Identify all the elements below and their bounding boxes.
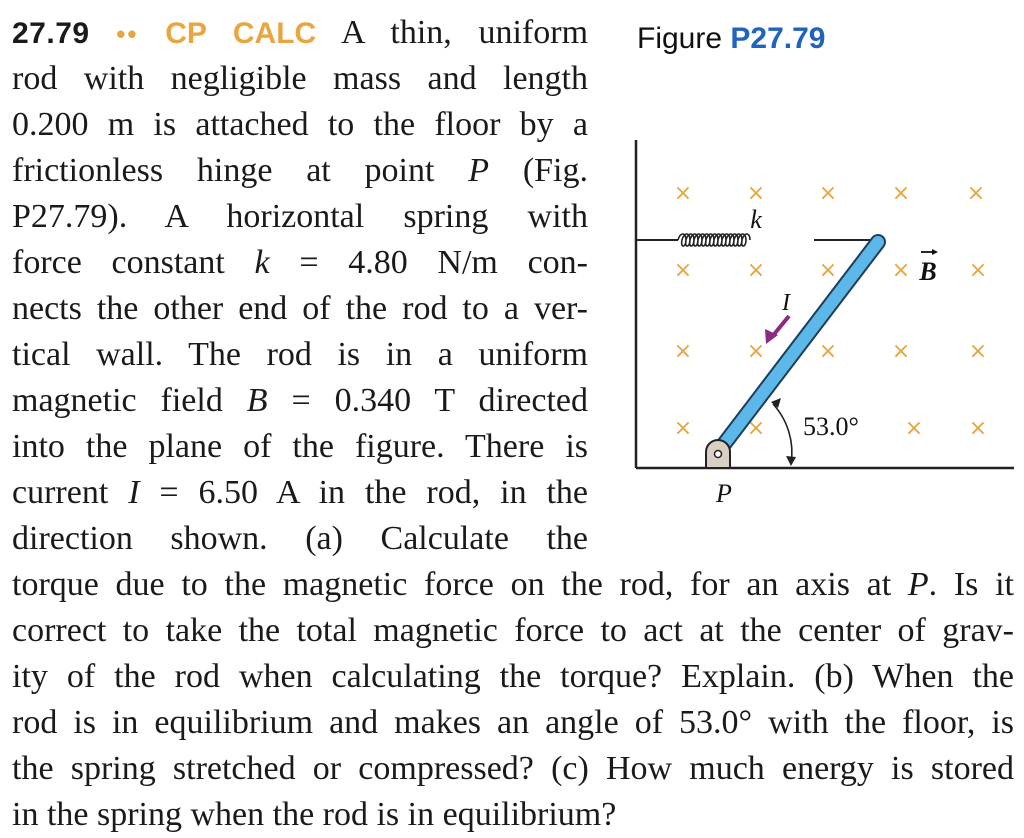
problem-text: magnetic field xyxy=(12,382,247,419)
problem-line xyxy=(12,378,588,424)
problem-line: ity of the rod when calculating the torque? Explain. (b) When the xyxy=(12,658,1014,695)
angle-label: 53.0° xyxy=(803,412,859,441)
angle-arrowhead-icon xyxy=(786,456,796,466)
problem-line xyxy=(12,148,588,194)
problem-line: tical wall. The rod is in a uniform xyxy=(12,336,588,373)
problem-line xyxy=(12,10,588,57)
field-marker-icon: × xyxy=(891,258,911,283)
problem-text: (Fig. xyxy=(489,152,588,189)
field-marker-icon: × xyxy=(891,181,911,206)
angle-arc xyxy=(773,404,792,464)
problem-text: = 4.80 N/m con- xyxy=(269,244,588,281)
spring xyxy=(636,234,874,246)
point-variable: P xyxy=(468,152,490,189)
problem-line: the spring stretched or compressed? (c) How much energy is stored xyxy=(12,750,1014,787)
problem-line xyxy=(12,240,588,286)
field-marker-icon: × xyxy=(746,181,766,206)
problem-line: P27.79). A horizontal spring with xyxy=(12,198,588,235)
problem-tags: CP CALC xyxy=(165,17,317,50)
physics-figure xyxy=(626,130,1016,520)
problem-number: 27.79 xyxy=(12,17,90,50)
point-variable: P xyxy=(907,566,929,603)
field-label: B xyxy=(919,257,937,286)
problem-line: into the plane of the figure. There is xyxy=(12,428,588,465)
problem-line: direction shown. (a) Calculate the xyxy=(12,520,588,557)
field-marker-icon: × xyxy=(891,339,911,364)
current-variable: I xyxy=(128,474,140,511)
problem-text: = 6.50 A in the rod, in the xyxy=(139,474,589,511)
problem-text: . Is it xyxy=(928,566,1014,603)
field-marker-icon: × xyxy=(818,258,838,283)
problem-text: frictionless hinge at point xyxy=(12,152,469,189)
spring-constant-variable: k xyxy=(254,244,270,281)
figure-caption-prefix: Figure xyxy=(637,22,723,55)
field-marker-icon: × xyxy=(673,258,693,283)
problem-text: torque due to the magnetic force on the rod, for an axis at xyxy=(12,566,908,603)
problem-line: in the spring when the rod is in equilibrium? xyxy=(12,796,617,833)
field-variable: B xyxy=(246,382,268,419)
field-marker-icon: × xyxy=(968,339,988,364)
hinge-label: P xyxy=(716,479,732,508)
problem-line: correct to take the total magnetic force to act at the center of grav- xyxy=(12,612,1014,649)
field-marker-icon: × xyxy=(673,339,693,364)
problem-text: force constant xyxy=(12,244,255,281)
field-marker-icon: × xyxy=(818,181,838,206)
problem-text: = 0.340 T directed xyxy=(267,382,589,419)
field-marker-icon: × xyxy=(904,416,924,441)
field-marker-icon: × xyxy=(818,339,838,364)
field-marker-icon: × xyxy=(746,258,766,283)
field-marker-icon: × xyxy=(746,339,766,364)
hinge xyxy=(706,440,730,468)
field-marker-icon: × xyxy=(966,181,986,206)
figure-caption-id: P27.79 xyxy=(730,22,826,55)
problem-line: nects the other end of the rod to a ver- xyxy=(12,290,588,327)
problem-line xyxy=(12,470,588,516)
field-marker-icon: × xyxy=(968,416,988,441)
current-arrow-icon xyxy=(765,316,789,344)
field-marker-icon: × xyxy=(746,416,766,441)
problem-line: rod is in equilibrium and makes an angle of 53.0° with the floor, is xyxy=(12,704,1014,741)
field-marker-icon: × xyxy=(673,416,693,441)
vector-arrow-icon xyxy=(921,249,938,255)
problem-text: A thin, uniform xyxy=(341,14,589,51)
problem-line: rod with negligible mass and length xyxy=(12,60,588,97)
spring-label: k xyxy=(750,205,762,234)
problem-text: current xyxy=(12,474,129,511)
problem-line: 0.200 m is attached to the floor by a xyxy=(12,106,588,143)
field-marker-icon: × xyxy=(673,181,693,206)
field-marker-icon: × xyxy=(968,258,988,283)
figure-drawing xyxy=(626,130,1016,520)
current-label: I xyxy=(782,290,790,316)
problem-line xyxy=(12,562,1014,608)
figure-caption xyxy=(637,22,825,56)
difficulty-dots: •• xyxy=(116,19,139,49)
